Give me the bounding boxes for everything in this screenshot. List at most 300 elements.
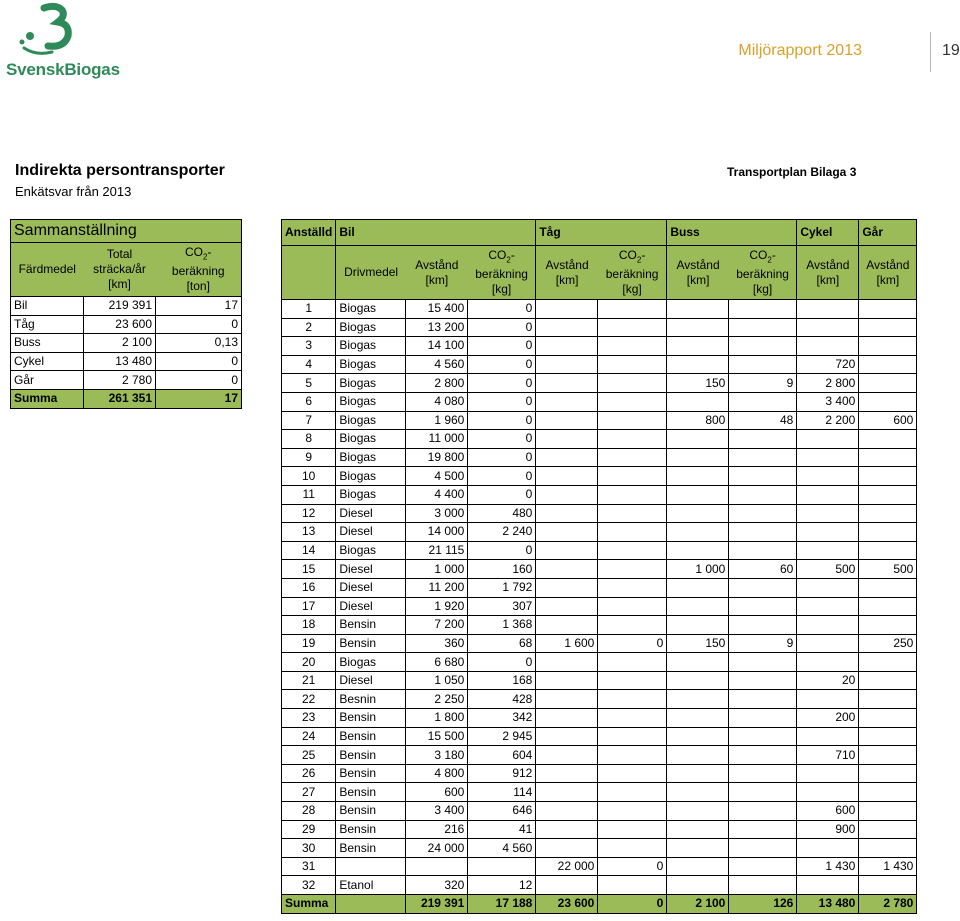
cell-tag-avstand [536,764,598,783]
cell-bil-avstand: 4 800 [406,764,468,783]
col-gar-avstand: Avstånd [km] [859,246,917,300]
table-row [282,634,917,653]
cell-cykel-avstand: 720 [797,355,859,374]
cell-drivmedel: Diesel [336,578,406,597]
cell-bil-co2: 0 [468,411,536,430]
cell-tag-avstand [536,578,598,597]
cell-drivmedel: Bensin [336,727,406,746]
cell-buss-co2 [729,392,797,411]
cell-tag-co2 [598,300,667,319]
cell-anstalld: 3 [282,337,336,356]
cell-gar-avstand [859,337,917,356]
cell-gar-avstand [859,783,917,802]
cell-tag-avstand [536,597,598,616]
cell-bil-avstand: 14 100 [406,337,468,356]
table-row [282,430,917,449]
cell-drivmedel: Bensin [336,820,406,839]
cell-bil-co2: 0 [468,392,536,411]
cell-gar-avstand [859,448,917,467]
group-bil: Bil [336,220,536,246]
cell-cykel-avstand [797,467,859,486]
cell-anstalld: 10 [282,467,336,486]
table-row [282,578,917,597]
cell-cykel-avstand: 200 [797,709,859,728]
cell-bil-co2: 646 [468,802,536,821]
cell-cykel-avstand [797,485,859,504]
cell-drivmedel: Biogas [336,467,406,486]
cell-gar-avstand [859,746,917,765]
summary-row [11,315,242,334]
cell-cykel-avstand [797,876,859,895]
cell-bil-avstand: 15 500 [406,727,468,746]
page-number: 19 [942,42,960,59]
cell-cykel-avstand [797,727,859,746]
cell-cykel-avstand: 710 [797,746,859,765]
summary-total-distance: 261 351 [84,389,156,408]
cell-bil-avstand: 600 [406,783,468,802]
cell-bil-avstand: 320 [406,876,468,895]
cell-tag-co2 [598,504,667,523]
cell-buss-avstand [667,839,729,858]
cell-drivmedel: Diesel [336,597,406,616]
cell-anstalld: 7 [282,411,336,430]
summary-cell-distance: 2 100 [84,334,156,353]
total-tag-co2: 0 [598,895,667,914]
cell-anstalld: 29 [282,820,336,839]
cell-bil-avstand: 1 960 [406,411,468,430]
summary-table [10,219,242,409]
cell-gar-avstand [859,430,917,449]
cell-bil-co2: 428 [468,690,536,709]
col-tag-co2: $CO_2-$ beräkning [kg] [598,246,667,300]
cell-cykel-avstand [797,300,859,319]
cell-gar-avstand: 250 [859,634,917,653]
cell-anstalld: 12 [282,504,336,523]
cell-bil-co2: 160 [468,560,536,579]
cell-tag-avstand [536,616,598,635]
cell-tag-co2 [598,392,667,411]
cell-buss-avstand [667,876,729,895]
cell-bil-co2: 604 [468,746,536,765]
cell-tag-avstand [536,560,598,579]
cell-tag-avstand [536,392,598,411]
group-tag: Tåg [536,220,667,246]
table-row [282,690,917,709]
page-title: Indirekta persontransporter [15,162,225,179]
cell-buss-avstand [667,671,729,690]
cell-gar-avstand [859,616,917,635]
cell-gar-avstand [859,709,917,728]
cell-bil-co2: 0 [468,541,536,560]
cell-buss-avstand [667,355,729,374]
cell-tag-co2 [598,448,667,467]
cell-gar-avstand [859,355,917,374]
cell-bil-co2: 912 [468,764,536,783]
cell-cykel-avstand [797,783,859,802]
summary-cell-mode: Buss [11,334,84,353]
cell-cykel-avstand [797,690,859,709]
cell-anstalld: 15 [282,560,336,579]
cell-drivmedel: Biogas [336,541,406,560]
cell-tag-co2 [598,430,667,449]
cell-drivmedel: Biogas [336,318,406,337]
cell-buss-avstand [667,802,729,821]
summary-cell-distance: 219 391 [84,297,156,316]
cell-drivmedel: Diesel [336,671,406,690]
cell-buss-avstand [667,616,729,635]
cell-anstalld: 13 [282,523,336,542]
cell-bil-co2: 0 [468,467,536,486]
cell-tag-co2: 0 [598,634,667,653]
cell-anstalld: 24 [282,727,336,746]
transport-table [281,219,917,914]
cell-gar-avstand: 500 [859,560,917,579]
cell-buss-co2 [729,467,797,486]
total-buss-avstand: 2 100 [667,895,729,914]
cell-tag-avstand [536,374,598,393]
cell-bil-co2: 68 [468,634,536,653]
cell-tag-avstand [536,355,598,374]
cell-drivmedel: Biogas [336,392,406,411]
cell-cykel-avstand: 2 200 [797,411,859,430]
cell-bil-avstand: 4 560 [406,355,468,374]
cell-gar-avstand [859,671,917,690]
cell-tag-co2: 0 [598,857,667,876]
cell-buss-avstand [667,746,729,765]
cell-bil-co2: 342 [468,709,536,728]
cell-anstalld: 21 [282,671,336,690]
cell-anstalld: 32 [282,876,336,895]
cell-gar-avstand: 600 [859,411,917,430]
summary-cell-co2: 0 [156,315,242,334]
cell-buss-avstand: 150 [667,374,729,393]
cell-drivmedel: Biogas [336,374,406,393]
cell-bil-co2: 0 [468,653,536,672]
table-row [282,560,917,579]
cell-drivmedel: Bensin [336,616,406,635]
cell-drivmedel: Biogas [336,355,406,374]
cell-tag-avstand: 22 000 [536,857,598,876]
table-row [282,523,917,542]
cell-buss-co2 [729,337,797,356]
cell-buss-avstand [667,485,729,504]
table-row [282,820,917,839]
cell-bil-avstand: 14 000 [406,523,468,542]
cell-buss-co2: 48 [729,411,797,430]
cell-bil-co2: 168 [468,671,536,690]
total-tag-avstand: 23 600 [536,895,598,914]
cell-bil-avstand: 3 400 [406,802,468,821]
cell-buss-avstand [667,764,729,783]
cell-buss-avstand [667,392,729,411]
header-divider [930,32,931,72]
cell-bil-avstand: 13 200 [406,318,468,337]
cell-cykel-avstand [797,653,859,672]
cell-cykel-avstand [797,337,859,356]
table-row [282,411,917,430]
cell-tag-co2 [598,467,667,486]
cell-tag-avstand [536,727,598,746]
cell-drivmedel: Biogas [336,448,406,467]
cell-drivmedel: Diesel [336,504,406,523]
cell-bil-avstand: 19 800 [406,448,468,467]
table-row [282,504,917,523]
cell-cykel-avstand: 1 430 [797,857,859,876]
summary-row [11,334,242,353]
cell-buss-co2 [729,671,797,690]
cell-cykel-avstand: 500 [797,560,859,579]
total-bil-co2: 17 188 [468,895,536,914]
cell-anstalld: 31 [282,857,336,876]
cell-tag-avstand [536,504,598,523]
cell-tag-co2 [598,541,667,560]
table-row [282,485,917,504]
cell-tag-avstand [536,411,598,430]
cell-tag-avstand [536,337,598,356]
cell-tag-co2 [598,355,667,374]
cell-tag-avstand [536,485,598,504]
table-row [282,355,917,374]
cell-cykel-avstand [797,764,859,783]
cell-buss-co2 [729,300,797,319]
cell-cykel-avstand [797,541,859,560]
cell-bil-co2: 0 [468,355,536,374]
cell-buss-avstand [667,300,729,319]
cell-tag-co2 [598,802,667,821]
cell-tag-co2 [598,616,667,635]
cell-buss-co2 [729,318,797,337]
cell-tag-avstand: 1 600 [536,634,598,653]
cell-tag-co2 [598,839,667,858]
cell-bil-avstand: 3 180 [406,746,468,765]
table-row [282,876,917,895]
cell-drivmedel [336,857,406,876]
cell-cykel-avstand [797,839,859,858]
table-row [282,857,917,876]
table-row [282,802,917,821]
cell-gar-avstand: 1 430 [859,857,917,876]
cell-tag-co2 [598,690,667,709]
cell-bil-avstand: 1 050 [406,671,468,690]
cell-gar-avstand [859,727,917,746]
cell-bil-avstand: 360 [406,634,468,653]
cell-drivmedel: Besnin [336,690,406,709]
cell-anstalld: 17 [282,597,336,616]
summary-row [11,352,242,371]
cell-bil-avstand: 24 000 [406,839,468,858]
cell-cykel-avstand [797,523,859,542]
cell-buss-co2 [729,746,797,765]
summary-row [11,297,242,316]
table-row [282,300,917,319]
cell-buss-avstand: 800 [667,411,729,430]
cell-tag-co2 [598,671,667,690]
cell-anstalld: 6 [282,392,336,411]
col-bil-avstand: Avstånd [km] [406,246,468,300]
cell-buss-co2 [729,727,797,746]
cell-buss-co2 [729,616,797,635]
report-title: Miljörapport 2013 [738,42,862,59]
table-row [282,448,917,467]
table-row [282,616,917,635]
cell-bil-avstand: 1 920 [406,597,468,616]
cell-buss-avstand [667,820,729,839]
cell-tag-co2 [598,411,667,430]
cell-buss-avstand [667,467,729,486]
table-row [282,374,917,393]
cell-anstalld: 8 [282,430,336,449]
cell-drivmedel: Biogas [336,337,406,356]
cell-cykel-avstand [797,430,859,449]
cell-tag-avstand [536,448,598,467]
cell-tag-co2 [598,523,667,542]
page-subtitle: Enkätsvar från 2013 [15,184,132,199]
table-row [282,318,917,337]
cell-tag-avstand [536,467,598,486]
cell-bil-co2: 12 [468,876,536,895]
cell-bil-co2: 0 [468,430,536,449]
cell-tag-co2 [598,560,667,579]
cell-anstalld: 19 [282,634,336,653]
cell-anstalld: 2 [282,318,336,337]
cell-tag-avstand [536,653,598,672]
cell-buss-co2 [729,653,797,672]
cell-tag-co2 [598,746,667,765]
cell-buss-co2 [729,709,797,728]
table-row [282,467,917,486]
cell-buss-avstand [667,448,729,467]
cell-buss-avstand [667,727,729,746]
cell-buss-co2 [729,839,797,858]
cell-drivmedel: Diesel [336,560,406,579]
cell-tag-avstand [536,690,598,709]
cell-gar-avstand [859,578,917,597]
cell-buss-co2 [729,578,797,597]
cell-bil-avstand: 7 200 [406,616,468,635]
cell-bil-co2: 480 [468,504,536,523]
summary-cell-distance: 23 600 [84,315,156,334]
cell-bil-co2: 307 [468,597,536,616]
col-tag-avstand: Avstånd [km] [536,246,598,300]
cell-cykel-avstand [797,616,859,635]
cell-drivmedel: Bensin [336,634,406,653]
logo-text: SvenskBiogas [6,60,120,79]
cell-buss-co2 [729,355,797,374]
cell-bil-avstand: 6 680 [406,653,468,672]
cell-buss-avstand [667,523,729,542]
cell-bil-co2: 114 [468,783,536,802]
cell-tag-avstand [536,802,598,821]
cell-gar-avstand [859,690,917,709]
cell-bil-co2: 0 [468,485,536,504]
table-row [282,746,917,765]
cell-buss-avstand [667,690,729,709]
summary-cell-mode: Cykel [11,352,84,371]
cell-cykel-avstand: 600 [797,802,859,821]
cell-drivmedel: Bensin [336,746,406,765]
cell-buss-co2 [729,802,797,821]
cell-cykel-avstand: 3 400 [797,392,859,411]
summary-cell-co2: 0 [156,352,242,371]
table-row [282,839,917,858]
cell-buss-co2: 9 [729,374,797,393]
summary-col-mode: Färdmedel [11,243,84,297]
cell-cykel-avstand [797,597,859,616]
cell-tag-co2 [598,578,667,597]
cell-gar-avstand [859,876,917,895]
cell-bil-avstand: 1 000 [406,560,468,579]
cell-bil-avstand: 216 [406,820,468,839]
cell-tag-avstand [536,430,598,449]
cell-tag-co2 [598,374,667,393]
cell-tag-co2 [598,485,667,504]
cell-drivmedel: Biogas [336,300,406,319]
total-bil-avstand: 219 391 [406,895,468,914]
cell-gar-avstand [859,523,917,542]
cell-tag-avstand [536,820,598,839]
cell-anstalld: 11 [282,485,336,504]
cell-bil-co2: 1 792 [468,578,536,597]
table-row [282,653,917,672]
table-row [282,764,917,783]
table-row [282,727,917,746]
cell-drivmedel: Biogas [336,485,406,504]
total-buss-co2: 126 [729,895,797,914]
cell-gar-avstand [859,597,917,616]
cell-drivmedel: Biogas [336,430,406,449]
summary-cell-distance: 13 480 [84,352,156,371]
cell-tag-co2 [598,597,667,616]
cell-buss-avstand [667,337,729,356]
cell-bil-co2: 0 [468,318,536,337]
total-gar-avstand: 2 780 [859,895,917,914]
cell-gar-avstand [859,467,917,486]
cell-anstalld: 25 [282,746,336,765]
cell-buss-avstand [667,653,729,672]
cell-tag-avstand [536,318,598,337]
cell-anstalld: 4 [282,355,336,374]
cell-gar-avstand [859,820,917,839]
cell-tag-co2 [598,337,667,356]
cell-tag-avstand [536,783,598,802]
cell-cykel-avstand [797,578,859,597]
table-row [282,671,917,690]
cell-buss-co2 [729,430,797,449]
cell-gar-avstand [859,764,917,783]
cell-tag-avstand [536,541,598,560]
group-anstalld: Anställd [282,220,336,246]
cell-buss-avstand [667,578,729,597]
cell-anstalld: 23 [282,709,336,728]
cell-buss-avstand [667,504,729,523]
cell-buss-co2 [729,504,797,523]
summary-col-distance: Total sträcka/år [km] [84,243,156,297]
cell-tag-co2 [598,820,667,839]
col-cykel-avstand: Avstånd [km] [797,246,859,300]
cell-cykel-avstand [797,634,859,653]
summary-cell-co2: 17 [156,297,242,316]
summary-col-co2: $CO_2-$ beräkning [ton] [156,243,242,297]
cell-tag-co2 [598,318,667,337]
cell-anstalld: 26 [282,764,336,783]
cell-buss-avstand: 150 [667,634,729,653]
cell-buss-co2 [729,820,797,839]
cell-buss-avstand [667,783,729,802]
cell-drivmedel: Bensin [336,764,406,783]
cell-tag-co2 [598,876,667,895]
cell-drivmedel: Etanol [336,876,406,895]
cell-gar-avstand [859,541,917,560]
